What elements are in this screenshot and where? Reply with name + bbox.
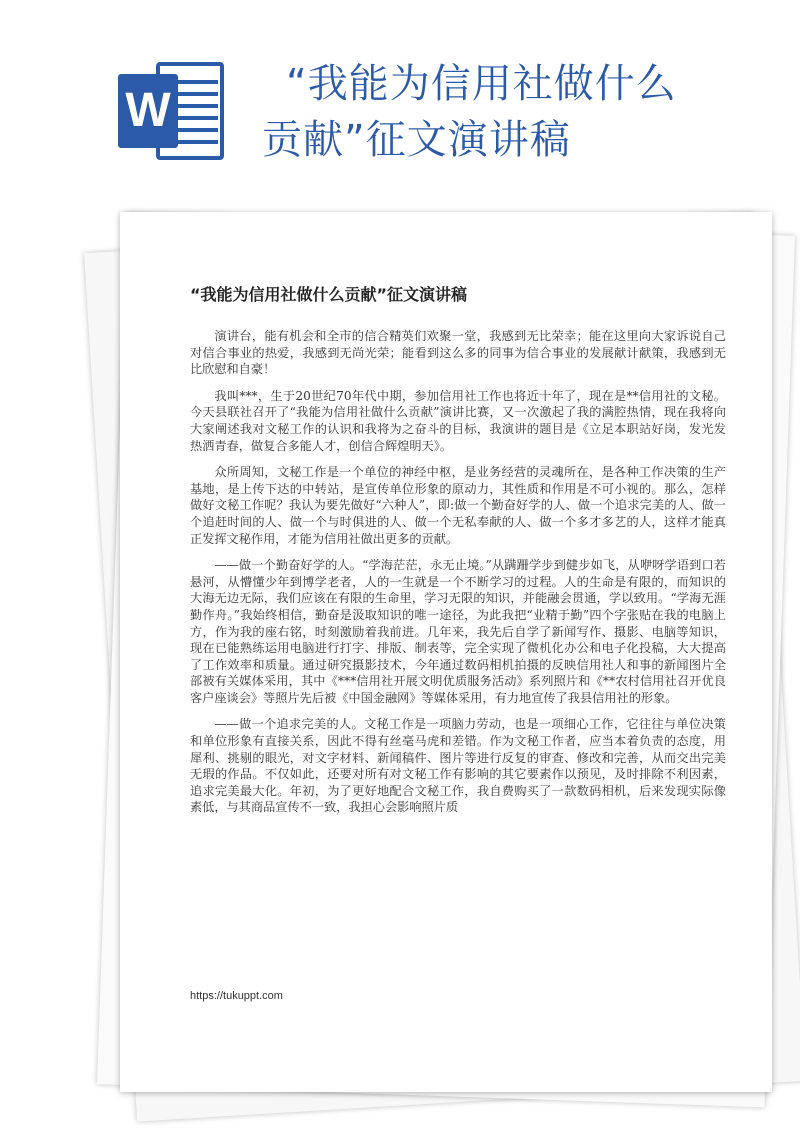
banner-title-line1: “我能为信用社做什么	[286, 61, 677, 107]
paragraph: 众所周知，文秘工作是一个单位的神经中枢，是业务经营的灵魂所在，是各种工作决策的生产基地，是上传下达的中转站，是宣传单位形象的原动力，其性质和作用是不可小视的。那么，怎样做好文秘工作呢？我认为要先做好“六种人”，即:做一个勤奋好学的人、做一个追求完美的人、做一个追赶时间的人、做一个与时俱进的人、做一个无私奉献的人、做一个多才多艺的人，这样才能真正发挥文秘作用，才能为信用社做出更多的贡献。	[190, 465, 726, 546]
paragraph: ——做一个勤奋好学的人。“学海茫茫，永无止境。”从蹒跚学步到健步如飞，从咿呀学语到口若悬河，从懵懂少年到博学老者，人的一生就是一个不断学习的过程。人的生命是有限的，而知识的大海无边无际，我们应该在有限的生命里，学习无限的知识，并能融会贯通，学以致用。“学海无涯勤作舟。”我始终相信，勤奋是汲取知识的唯一途径，为此我把“业精于勤”四个字张贴在我的电脑上方，作为我的座右铭，时刻激励着我前进。几年来，我先后自学了新闻写作、摄影、电脑等知识，现在已能熟练运用电脑进行打字、排版、制表等，完全实现了微机化办公和电子化投稿，大大提高了工作效率和质量。通过研究摄影技术，今年通过数码相机拍摄的反映信用社人和事的新闻图片全部被有关媒体采用，其中《***信用社开展文明优质服务活动》系列照片和《**农村信用社召开优良客户座谈会》等照片先后被《中国金融网》等媒体采用，有力地宣传了我县信用社的形象。	[190, 558, 726, 705]
banner-title-line2: 贡献”征文演讲稿	[262, 117, 571, 163]
word-letter-badge: W	[118, 74, 178, 148]
paragraph: 我叫***，生于20世纪70年代中期，参加信用社工作也将近十年了，现在是**信用社的文秘。今天县联社召开了“我能为信用社做什么贡献”演讲比赛，又一次激起了我的满腔热情，现在我将向大家阐述我对文秘工作的认识和我将为之奋斗的目标，我演讲的题目是《立足本职站好岗，发光发热洒青春，做复合多能人才，创信合辉煌明天》。	[190, 388, 726, 453]
word-document-icon	[118, 62, 224, 160]
paragraph: ——做一个追求完美的人。文秘工作是一项脑力劳动，也是一项细心工作，它往往与单位决策和单位形象有直接关系，因此不得有丝毫马虎和差错。作为文秘工作者，应当本着负责的态度，用犀利、挑剔的眼光，对文字材料、新闻稿件、图片等进行反复的审查、修改和完善，从而交出完美无瑕的作品。不仅如此，还要对所有对文秘工作有影响的其它要素作以预见，及时排除不利因素，追求完美最大化。年初，为了更好地配合文秘工作，我自费购买了一款数码相机，后来发现实际像素低，与其商品宣传不一致，我担心会影响照片质	[190, 717, 726, 815]
document-title: “我能为信用社做什么贡献”征文演讲稿	[190, 285, 468, 304]
paragraph: 演讲台，能有机会和全市的信合精英们欢聚一堂，我感到无比荣幸；能在这里向大家诉说自己对信合事业的热爱，我感到无尚光荣；能看到这么多的同事为信合事业的发展献计献策，我感到无比欣慰和自豪！	[190, 329, 726, 377]
footer-url: https://tukuppt.com	[190, 990, 283, 1002]
document-page	[120, 212, 772, 1092]
banner-title	[262, 56, 782, 168]
header-banner	[0, 0, 800, 200]
document-body	[190, 328, 726, 826]
